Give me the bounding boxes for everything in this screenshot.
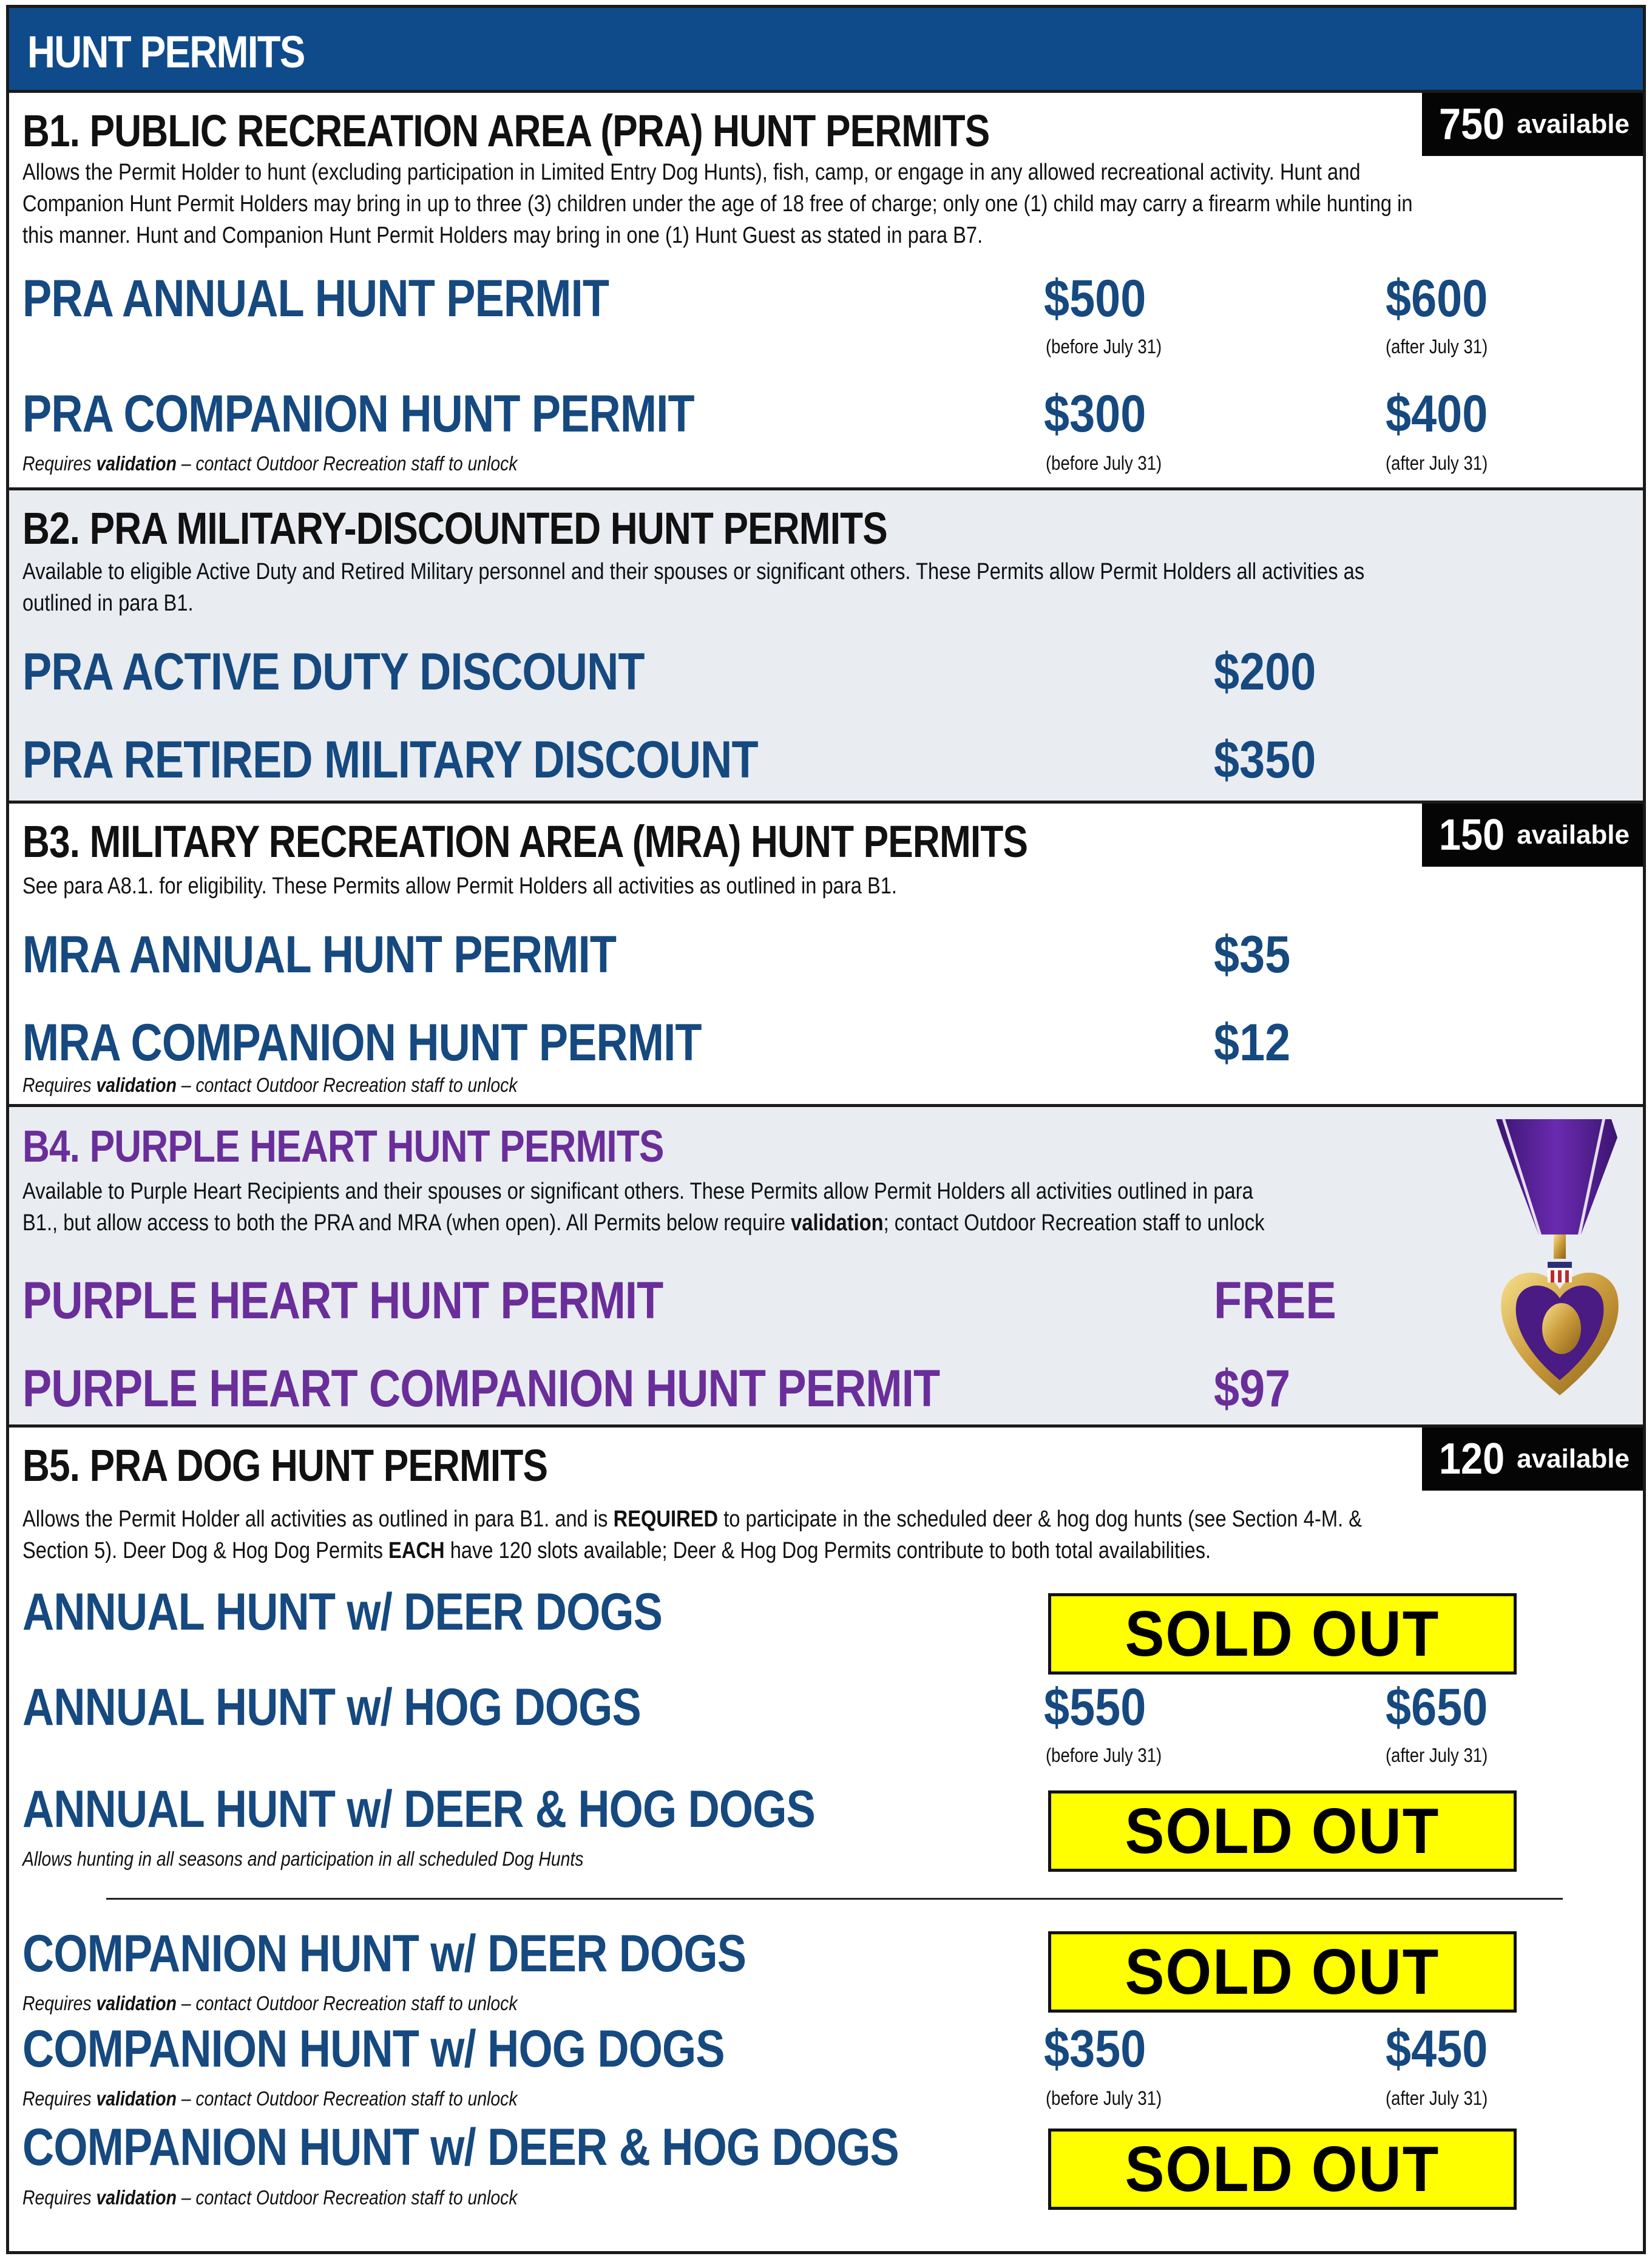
section-b5 — [9, 1428, 1643, 2251]
description-line: Companion Hunt Permit Holders may bring in up to three (3) children under the age of 18 free of charge; only one (1) child may carry a firearm while hunting in — [22, 191, 1413, 217]
permit-label: MRA COMPANION HUNT PERMIT — [22, 1014, 702, 1072]
permit-label: PURPLE HEART HUNT PERMIT — [22, 1272, 663, 1330]
price-note-before: (before July 31) — [1046, 2087, 1162, 2109]
section-b2 — [9, 490, 1643, 804]
permit-label: PRA ANNUAL HUNT PERMIT — [22, 269, 609, 328]
description-line: Allows the Permit Holder all activities as outlined in para B1. and is REQUIRED to participate in the scheduled deer & hog dog hunts (see Section 4-M. & — [22, 1506, 1363, 1532]
sold-out-badge: SOLD OUT — [1048, 1931, 1517, 2013]
sold-out-badge: SOLD OUT — [1048, 1790, 1517, 1872]
section-b3 — [9, 804, 1643, 1107]
availability-count: 750 — [1438, 100, 1505, 149]
price-after: $400 — [1386, 385, 1488, 443]
section-title-b4: B4. PURPLE HEART HUNT PERMITS — [22, 1121, 664, 1171]
availability-label: available — [1517, 820, 1630, 850]
description-line: Allows the Permit Holder to hunt (excluding participation in Limited Entry Dog Hunts), fish, camp, or engage in any allowed recreational activity. Hunt and — [22, 160, 1361, 185]
description-line: outlined in para B1. — [22, 591, 194, 616]
validation-note: Requires validation – contact Outdoor Recreation staff to unlock — [22, 2087, 518, 2110]
price-before: $500 — [1044, 269, 1146, 328]
permit-price: $350 — [1214, 731, 1316, 789]
sold-out-badge: SOLD OUT — [1048, 1593, 1517, 1675]
price-note-before: (before July 31) — [1046, 452, 1162, 474]
section-title-b3: B3. MILITARY RECREATION AREA (MRA) HUNT PERMITS — [22, 816, 1028, 867]
description-line: Section 5). Deer Dog & Hog Dog Permits EACH have 120 slots available; Deer & Hog Dog Permits contribute to both total availabilities. — [22, 1538, 1211, 1563]
permit-label: COMPANION HUNT w/ HOG DOGS — [22, 2020, 725, 2078]
validation-note: Requires validation – contact Outdoor Recreation staff to unlock — [22, 1074, 518, 1096]
availability-badge-b1 — [1422, 93, 1643, 156]
availability-badge-b3 — [1422, 804, 1643, 867]
section-divider — [106, 1898, 1563, 1900]
permit-label: COMPANION HUNT w/ DEER & HOG DOGS — [22, 2118, 899, 2176]
price-before: $550 — [1044, 1678, 1146, 1736]
permit-price: FREE — [1214, 1272, 1336, 1330]
description-line: See para A8.1. for eligibility. These Permits allow Permit Holders all activities as outlined in para B1. — [22, 873, 898, 899]
permit-price: $200 — [1214, 643, 1316, 701]
section-description-b1 — [22, 157, 1413, 251]
availability-badge-b5 — [1422, 1428, 1643, 1491]
description-line: B1., but allow access to both the PRA and MRA (when open). All Permits below require validation; contact Outdoor Recreation staff to unlock — [22, 1210, 1265, 1236]
permit-label: MRA ANNUAL HUNT PERMIT — [22, 926, 617, 984]
section-description-b4 — [22, 1176, 1265, 1239]
price-note-after: (after July 31) — [1386, 336, 1488, 357]
permit-subnote: Allows hunting in all seasons and participation in all scheduled Dog Hunts — [22, 1848, 584, 1870]
permit-label: PRA RETIRED MILITARY DISCOUNT — [22, 731, 758, 789]
availability-count: 150 — [1438, 811, 1505, 859]
permit-label: PURPLE HEART COMPANION HUNT PERMIT — [22, 1360, 940, 1418]
permit-label: PRA ACTIVE DUTY DISCOUNT — [22, 643, 645, 701]
price-note-after: (after July 31) — [1386, 452, 1488, 474]
price-note-after: (after July 31) — [1386, 1744, 1488, 1766]
price-before: $350 — [1044, 2020, 1146, 2078]
price-after: $450 — [1386, 2020, 1488, 2078]
permit-price: $97 — [1214, 1360, 1291, 1418]
section-title-b1: B1. PUBLIC RECREATION AREA (PRA) HUNT PERMITS — [22, 106, 990, 156]
section-title-b5: B5. PRA DOG HUNT PERMITS — [22, 1440, 548, 1491]
availability-label: available — [1517, 1444, 1630, 1474]
availability-count: 120 — [1438, 1435, 1505, 1483]
header-bar — [6, 5, 1646, 93]
validation-note: Requires validation – contact Outdoor Recreation staff to unlock — [22, 2186, 518, 2209]
price-note-before: (before July 31) — [1046, 336, 1162, 357]
permit-label: PRA COMPANION HUNT PERMIT — [22, 385, 694, 443]
section-b1 — [9, 93, 1643, 490]
section-description-b5 — [22, 1503, 1362, 1566]
price-before: $300 — [1044, 385, 1146, 443]
section-title-b2: B2. PRA MILITARY-DISCOUNTED HUNT PERMITS — [22, 503, 887, 554]
permit-price: $35 — [1214, 926, 1291, 984]
permit-price: $12 — [1214, 1014, 1291, 1072]
section-description-b3 — [22, 870, 897, 902]
permit-label: ANNUAL HUNT w/ DEER & HOG DOGS — [22, 1780, 815, 1838]
price-after: $650 — [1386, 1678, 1488, 1736]
price-note-before: (before July 31) — [1046, 1744, 1162, 1766]
description-line: Available to eligible Active Duty and Retired Military personnel and their spouses or significant others. These Permits allow Permit Holders all activities as — [22, 559, 1365, 584]
price-after: $600 — [1386, 269, 1488, 328]
price-note-after: (after July 31) — [1386, 2087, 1488, 2109]
sold-out-badge: SOLD OUT — [1048, 2129, 1517, 2210]
section-b4 — [9, 1107, 1643, 1428]
permit-label: ANNUAL HUNT w/ DEER DOGS — [22, 1583, 663, 1641]
validation-note: Requires validation – contact Outdoor Recreation staff to unlock — [22, 452, 518, 475]
permit-label: ANNUAL HUNT w/ HOG DOGS — [22, 1678, 641, 1736]
purple-heart-medal-icon — [1490, 1113, 1630, 1398]
section-description-b2 — [22, 556, 1364, 619]
availability-label: available — [1517, 109, 1630, 139]
page-title: HUNT PERMITS — [27, 27, 305, 77]
description-line: Available to Purple Heart Recipients and their spouses or significant others. These Permits allow Permit Holders all activities outlined in para — [22, 1179, 1253, 1204]
validation-note: Requires validation – contact Outdoor Recreation staff to unlock — [22, 1992, 518, 2014]
description-line: this manner. Hunt and Companion Hunt Permit Holders may bring in one (1) Hunt Guest as stated in para B7. — [22, 223, 983, 248]
permit-label: COMPANION HUNT w/ DEER DOGS — [22, 1925, 746, 1983]
